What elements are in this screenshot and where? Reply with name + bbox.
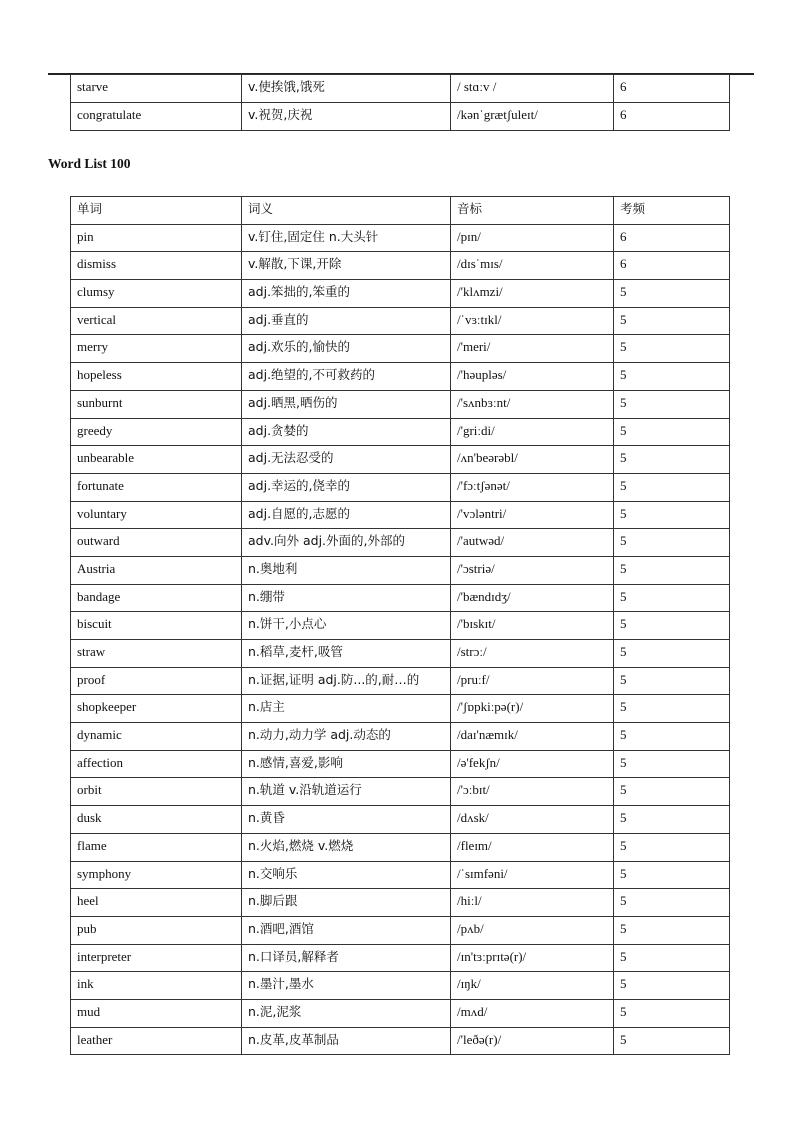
- meaning-cell: n.轨道 v.沿轨道运行: [242, 778, 451, 806]
- table-row: [71, 418, 730, 446]
- table-row: [71, 612, 730, 640]
- phonetic-cell: /daɪ'næmɪk/: [451, 723, 614, 751]
- phonetic-cell: /ˈsɪmfəni/: [451, 861, 614, 889]
- phonetic-cell: / stɑːv /: [451, 75, 614, 103]
- table-row: [71, 75, 730, 103]
- continued-word-table: [70, 74, 730, 131]
- word-cell: congratulate: [71, 103, 242, 131]
- frequency-cell: 5: [614, 999, 730, 1027]
- word-cell: pin: [71, 224, 242, 252]
- table-row: [71, 363, 730, 391]
- frequency-cell: 5: [614, 972, 730, 1000]
- frequency-cell: 5: [614, 473, 730, 501]
- meaning-cell: n.泥,泥浆: [242, 999, 451, 1027]
- frequency-cell: 5: [614, 833, 730, 861]
- word-cell: outward: [71, 529, 242, 557]
- phonetic-cell: /'fɔːtʃənət/: [451, 473, 614, 501]
- table-row: [71, 972, 730, 1000]
- meaning-cell: v.使挨饿,饿死: [242, 75, 451, 103]
- frequency-cell: 5: [614, 418, 730, 446]
- phonetic-cell: /'ɔːbɪt/: [451, 778, 614, 806]
- word-cell: interpreter: [71, 944, 242, 972]
- table-row: [71, 1027, 730, 1055]
- word-list-heading: Word List 100: [48, 156, 131, 171]
- frequency-cell: 5: [614, 916, 730, 944]
- word-cell: pub: [71, 916, 242, 944]
- frequency-cell: 5: [614, 778, 730, 806]
- frequency-cell: 5: [614, 280, 730, 308]
- meaning-cell: v.解散,下课,开除: [242, 252, 451, 280]
- table-row: [71, 307, 730, 335]
- frequency-cell: 5: [614, 861, 730, 889]
- meaning-cell: n.证据,证明 adj.防...的,耐…的: [242, 667, 451, 695]
- meaning-cell: n.火焰,燃烧 v.燃烧: [242, 833, 451, 861]
- phonetic-cell: /mʌd/: [451, 999, 614, 1027]
- meaning-cell: adj.笨拙的,笨重的: [242, 280, 451, 308]
- word-cell: hopeless: [71, 363, 242, 391]
- phonetic-cell: /'bændɪdʒ/: [451, 584, 614, 612]
- phonetic-cell: /fleɪm/: [451, 833, 614, 861]
- phonetic-cell: /'həupləs/: [451, 363, 614, 391]
- phonetic-cell: /'ʃɒpkiːpə(r)/: [451, 695, 614, 723]
- column-header: 音标: [451, 197, 614, 225]
- meaning-cell: n.店主: [242, 695, 451, 723]
- meaning-cell: adj.贪婪的: [242, 418, 451, 446]
- table-row: [71, 833, 730, 861]
- frequency-cell: 6: [614, 252, 730, 280]
- word-cell: ink: [71, 972, 242, 1000]
- table-row: [71, 861, 730, 889]
- frequency-cell: 5: [614, 723, 730, 751]
- word-cell: flame: [71, 833, 242, 861]
- meaning-cell: n.稻草,麦杆,吸管: [242, 640, 451, 668]
- table-row: [71, 640, 730, 668]
- phonetic-cell: /pɪn/: [451, 224, 614, 252]
- phonetic-cell: /ə'fekʃn/: [451, 750, 614, 778]
- table-row: [71, 556, 730, 584]
- meaning-cell: adj.绝望的,不可救药的: [242, 363, 451, 391]
- table-row: [71, 999, 730, 1027]
- frequency-cell: 5: [614, 584, 730, 612]
- phonetic-cell: /'meri/: [451, 335, 614, 363]
- word-cell: sunburnt: [71, 390, 242, 418]
- phonetic-cell: /strɔː/: [451, 640, 614, 668]
- table-row: [71, 390, 730, 418]
- phonetic-cell: /'leðə(r)/: [451, 1027, 614, 1055]
- meaning-cell: n.酒吧,酒馆: [242, 916, 451, 944]
- meaning-cell: n.口译员,解释者: [242, 944, 451, 972]
- table-row: [71, 889, 730, 917]
- meaning-cell: n.饼干,小点心: [242, 612, 451, 640]
- word-cell: orbit: [71, 778, 242, 806]
- frequency-cell: 6: [614, 103, 730, 131]
- table-row: [71, 916, 730, 944]
- table-row: [71, 667, 730, 695]
- meaning-cell: n.皮革,皮革制品: [242, 1027, 451, 1055]
- frequency-cell: 5: [614, 446, 730, 474]
- column-header: 单词: [71, 197, 242, 225]
- phonetic-cell: /ɪŋk/: [451, 972, 614, 1000]
- frequency-cell: 5: [614, 889, 730, 917]
- table-row: [71, 723, 730, 751]
- frequency-cell: 5: [614, 307, 730, 335]
- word-cell: straw: [71, 640, 242, 668]
- table-row: [71, 501, 730, 529]
- phonetic-cell: /'bɪskɪt/: [451, 612, 614, 640]
- table-row: [71, 103, 730, 131]
- phonetic-cell: /dɪsˈmɪs/: [451, 252, 614, 280]
- word-cell: Austria: [71, 556, 242, 584]
- meaning-cell: n.动力,动力学 adj.动态的: [242, 723, 451, 751]
- word-cell: heel: [71, 889, 242, 917]
- word-cell: clumsy: [71, 280, 242, 308]
- table-row: [71, 529, 730, 557]
- column-header: 词义: [242, 197, 451, 225]
- word-cell: voluntary: [71, 501, 242, 529]
- frequency-cell: 6: [614, 224, 730, 252]
- word-cell: dismiss: [71, 252, 242, 280]
- phonetic-cell: /ɪn'tɜːprɪtə(r)/: [451, 944, 614, 972]
- phonetic-cell: /'klʌmzi/: [451, 280, 614, 308]
- phonetic-cell: /'ɔstriə/: [451, 556, 614, 584]
- phonetic-cell: /'vɔləntri/: [451, 501, 614, 529]
- phonetic-cell: /ʌn'beərəbl/: [451, 446, 614, 474]
- word-cell: unbearable: [71, 446, 242, 474]
- word-cell: affection: [71, 750, 242, 778]
- frequency-cell: 6: [614, 75, 730, 103]
- table-row: [71, 944, 730, 972]
- table-header-row: [71, 197, 730, 225]
- word-cell: starve: [71, 75, 242, 103]
- word-cell: symphony: [71, 861, 242, 889]
- frequency-cell: 5: [614, 695, 730, 723]
- word-cell: merry: [71, 335, 242, 363]
- table-row: [71, 778, 730, 806]
- table-row: [71, 584, 730, 612]
- table-row: [71, 695, 730, 723]
- frequency-cell: 5: [614, 1027, 730, 1055]
- phonetic-cell: /dʌsk/: [451, 806, 614, 834]
- table-row: [71, 252, 730, 280]
- table-row: [71, 806, 730, 834]
- meaning-cell: n.黄昏: [242, 806, 451, 834]
- phonetic-cell: /'griːdi/: [451, 418, 614, 446]
- meaning-cell: n.感情,喜爱,影响: [242, 750, 451, 778]
- word-cell: vertical: [71, 307, 242, 335]
- meaning-cell: adv.向外 adj.外面的,外部的: [242, 529, 451, 557]
- frequency-cell: 5: [614, 612, 730, 640]
- frequency-cell: 5: [614, 556, 730, 584]
- meaning-cell: adj.晒黑,晒伤的: [242, 390, 451, 418]
- word-cell: biscuit: [71, 612, 242, 640]
- phonetic-cell: /pʌb/: [451, 916, 614, 944]
- frequency-cell: 5: [614, 667, 730, 695]
- meaning-cell: v.钉住,固定住 n.大头针: [242, 224, 451, 252]
- frequency-cell: 5: [614, 806, 730, 834]
- meaning-cell: adj.无法忍受的: [242, 446, 451, 474]
- word-cell: leather: [71, 1027, 242, 1055]
- word-cell: shopkeeper: [71, 695, 242, 723]
- table-row: [71, 473, 730, 501]
- table-row: [71, 750, 730, 778]
- table-row: [71, 335, 730, 363]
- meaning-cell: n.交响乐: [242, 861, 451, 889]
- frequency-cell: 5: [614, 529, 730, 557]
- word-cell: dynamic: [71, 723, 242, 751]
- meaning-cell: adj.垂直的: [242, 307, 451, 335]
- meaning-cell: adj.自愿的,志愿的: [242, 501, 451, 529]
- frequency-cell: 5: [614, 335, 730, 363]
- phonetic-cell: /ˈvɜːtɪkl/: [451, 307, 614, 335]
- phonetic-cell: /pruːf/: [451, 667, 614, 695]
- frequency-cell: 5: [614, 390, 730, 418]
- word-cell: mud: [71, 999, 242, 1027]
- column-header: 考频: [614, 197, 730, 225]
- frequency-cell: 5: [614, 501, 730, 529]
- meaning-cell: v.祝贺,庆祝: [242, 103, 451, 131]
- meaning-cell: n.奥地利: [242, 556, 451, 584]
- phonetic-cell: /'sʌnbɜːnt/: [451, 390, 614, 418]
- meaning-cell: n.脚后跟: [242, 889, 451, 917]
- phonetic-cell: /kənˈgrætʃuleɪt/: [451, 103, 614, 131]
- frequency-cell: 5: [614, 944, 730, 972]
- meaning-cell: adj.欢乐的,愉快的: [242, 335, 451, 363]
- meaning-cell: adj.幸运的,侥幸的: [242, 473, 451, 501]
- meaning-cell: n.绷带: [242, 584, 451, 612]
- word-cell: dusk: [71, 806, 242, 834]
- phonetic-cell: /hiːl/: [451, 889, 614, 917]
- word-cell: fortunate: [71, 473, 242, 501]
- table-row: [71, 446, 730, 474]
- phonetic-cell: /'autwəd/: [451, 529, 614, 557]
- word-cell: bandage: [71, 584, 242, 612]
- word-list-table: [70, 196, 730, 1055]
- table-row: [71, 280, 730, 308]
- frequency-cell: 5: [614, 640, 730, 668]
- word-cell: greedy: [71, 418, 242, 446]
- word-cell: proof: [71, 667, 242, 695]
- frequency-cell: 5: [614, 363, 730, 391]
- frequency-cell: 5: [614, 750, 730, 778]
- table-row: [71, 224, 730, 252]
- meaning-cell: n.墨汁,墨水: [242, 972, 451, 1000]
